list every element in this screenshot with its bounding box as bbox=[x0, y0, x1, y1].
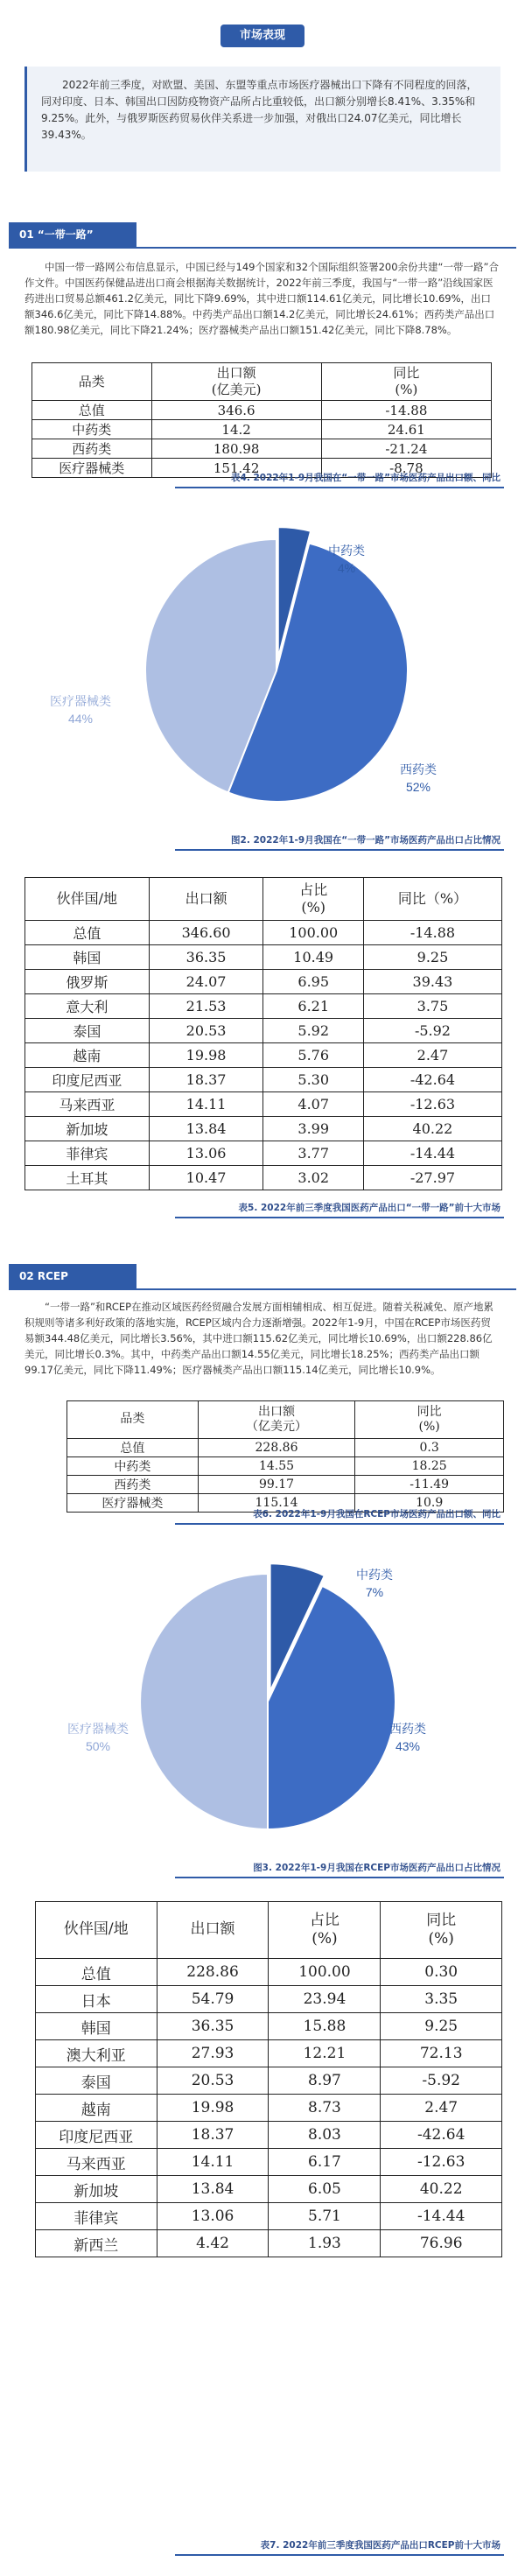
table-header-cell: 同比 (%) bbox=[321, 363, 491, 401]
table-header-cell: 同比（%） bbox=[363, 878, 501, 921]
table-cell: 总值 bbox=[32, 401, 152, 420]
table-cell: 3.77 bbox=[263, 1141, 363, 1166]
section-title-rcep: 02 RCEP bbox=[9, 1264, 136, 1288]
table-row bbox=[25, 970, 502, 994]
table-cell: -42.64 bbox=[381, 2122, 502, 2149]
table-cell: 印度尼西亚 bbox=[36, 2122, 158, 2149]
table-cell: 6.95 bbox=[263, 970, 363, 994]
table-row bbox=[32, 420, 492, 439]
table-header-cell: 伙伴国/地 bbox=[36, 1902, 158, 1959]
table-cell: 6.05 bbox=[269, 2176, 381, 2203]
table-cell: 72.13 bbox=[381, 2040, 502, 2067]
table-cell: 15.88 bbox=[269, 2013, 381, 2040]
table-row bbox=[32, 439, 492, 459]
table-cell: 10.9 bbox=[355, 1494, 504, 1513]
caption-underline bbox=[175, 1877, 504, 1878]
table-cell: 36.35 bbox=[149, 945, 263, 970]
pie-category-label: 医疗器械类 bbox=[67, 1722, 129, 1736]
table-cell: 总值 bbox=[25, 921, 150, 945]
table-cell: 18.25 bbox=[355, 1457, 504, 1476]
table-cell: 日本 bbox=[36, 1986, 158, 2013]
table-cell: 医疗器械类 bbox=[32, 459, 152, 478]
table-row bbox=[25, 945, 502, 970]
pie-chart-belt-road bbox=[0, 495, 525, 830]
table-cell: 346.6 bbox=[151, 401, 321, 420]
table-cell: 3.02 bbox=[263, 1166, 363, 1190]
table-cell: 13.84 bbox=[149, 1117, 263, 1141]
intro-box: 2022年前三季度，对欧盟、美国、东盟等重点市场医疗器械出口下降有不同程度的回落，同对印度、日本、韩国出口因防疫物资产品所占比重较低，出口额分别增长8.41%、3.35%和9.25%。此外，与俄罗斯医药贸易伙伴关系进一步加强，对俄出口24.07亿美元，同比增长39.43%。 bbox=[24, 67, 500, 172]
table-cell: 菲律宾 bbox=[36, 2203, 158, 2230]
table-cell: 6.17 bbox=[269, 2149, 381, 2176]
pie-percent-label: 43% bbox=[395, 1739, 421, 1753]
table-cell: 2.47 bbox=[363, 1043, 501, 1068]
table-cell: 13.06 bbox=[157, 2203, 269, 2230]
table-4-caption: 表4. 2022年1-9月我国在“一带一路”市场医药产品出口额、同比 bbox=[231, 473, 500, 483]
caption-underline bbox=[175, 1217, 504, 1218]
table-cell: 马来西亚 bbox=[36, 2149, 158, 2176]
table-row bbox=[36, 2095, 502, 2122]
table-cell: 韩国 bbox=[36, 2013, 158, 2040]
table-row bbox=[36, 1959, 502, 1986]
table-cell: 228.86 bbox=[157, 1959, 269, 1986]
table-row bbox=[67, 1476, 504, 1494]
table-row bbox=[25, 921, 502, 945]
table-cell: 100.00 bbox=[269, 1959, 381, 1986]
table-cell: 20.53 bbox=[149, 1019, 263, 1043]
section2-paragraph: “一带一路”和RCEP在推动区域医药经贸融合发展方面相辅相成、相互促进。随着关税减免、原产地累积规则等诸多利好政策的落地实施，RCEP区域内合力逐渐增强。2022年1-9月，中国在RCEP市场医药贸易额344.48亿美元，同比增长3.56%，其中进口额115.62亿美元，同比增长10.69%，出口额228.86亿美元，同比增长0.3%。其中，中药类产品出口额14.55亿美元，同比增长18.25%；西药类产品出口额99.17亿美元，同比下降11.49%；医疗器械类产品出口额115.14亿美元，同比增长10.9%。 bbox=[24, 1301, 494, 1376]
table-cell: 9.25 bbox=[363, 945, 501, 970]
table-cell: -5.92 bbox=[363, 1019, 501, 1043]
table-cell: 36.35 bbox=[157, 2013, 269, 2040]
section-divider bbox=[9, 1288, 516, 1290]
table-cell: 24.61 bbox=[321, 420, 491, 439]
table-cell: 5.92 bbox=[263, 1019, 363, 1043]
table-cell: 总值 bbox=[67, 1439, 199, 1457]
table-cell: 9.25 bbox=[381, 2013, 502, 2040]
table-cell: -27.97 bbox=[363, 1166, 501, 1190]
pie-category-label: 中药类 bbox=[328, 544, 365, 558]
table-cell: -12.63 bbox=[381, 2149, 502, 2176]
table-row bbox=[25, 1166, 502, 1190]
table-cell: 印度尼西亚 bbox=[25, 1068, 150, 1092]
table-row bbox=[36, 2040, 502, 2067]
table-cell: 23.94 bbox=[269, 1986, 381, 2013]
pie-percent-label: 4% bbox=[337, 561, 356, 575]
table-cell: 意大利 bbox=[25, 994, 150, 1019]
table-cell: 西药类 bbox=[67, 1476, 199, 1494]
table-cell: 14.11 bbox=[149, 1092, 263, 1117]
table-cell: 俄罗斯 bbox=[25, 970, 150, 994]
table-row bbox=[25, 1019, 502, 1043]
table-cell: 8.97 bbox=[269, 2067, 381, 2095]
table-cell: 越南 bbox=[25, 1043, 150, 1068]
table-header-cell: 占比 (%) bbox=[263, 878, 363, 921]
pie-category-label: 西药类 bbox=[400, 762, 437, 776]
table-header-cell: 伙伴国/地 bbox=[25, 878, 150, 921]
table-cell: 4.07 bbox=[263, 1092, 363, 1117]
table-cell: 180.98 bbox=[151, 439, 321, 459]
table-7 bbox=[35, 1901, 502, 2257]
pie-category-label: 医疗器械类 bbox=[50, 694, 111, 708]
table-cell: 3.75 bbox=[363, 994, 501, 1019]
table-header-cell: 出口额 bbox=[157, 1902, 269, 1959]
table-header-cell: 占比 (%) bbox=[269, 1902, 381, 1959]
table-6 bbox=[66, 1400, 504, 1513]
table-cell: 19.98 bbox=[157, 2095, 269, 2122]
table-cell: 100.00 bbox=[263, 921, 363, 945]
table-row bbox=[36, 2230, 502, 2257]
pie-slice bbox=[140, 1574, 268, 1829]
table-row bbox=[25, 1092, 502, 1117]
table-cell: 3.35 bbox=[381, 1986, 502, 2013]
table-cell: 13.84 bbox=[157, 2176, 269, 2203]
table-cell: 总值 bbox=[36, 1959, 158, 1986]
table-cell: -8.78 bbox=[321, 459, 491, 478]
table-cell: 泰国 bbox=[25, 1019, 150, 1043]
table-header-cell: 出口额 bbox=[149, 878, 263, 921]
table-cell: 115.14 bbox=[198, 1494, 355, 1513]
table-cell: 医疗器械类 bbox=[67, 1494, 199, 1513]
figure-2-caption: 图2. 2022年1-9月我国在“一带一路”市场医药产品出口占比情况 bbox=[231, 835, 500, 846]
table-cell: 13.06 bbox=[149, 1141, 263, 1166]
table-row bbox=[25, 1141, 502, 1166]
table-cell: 中药类 bbox=[32, 420, 152, 439]
table-cell: 20.53 bbox=[157, 2067, 269, 2095]
table-4 bbox=[32, 362, 492, 478]
table-cell: 21.53 bbox=[149, 994, 263, 1019]
table-6-caption: 表6. 2022年1-9月我国在RCEP市场医药产品出口额、同比 bbox=[253, 1509, 500, 1520]
table-row bbox=[36, 2067, 502, 2095]
table-cell: 99.17 bbox=[198, 1476, 355, 1494]
table-cell: 越南 bbox=[36, 2095, 158, 2122]
table-cell: 228.86 bbox=[198, 1439, 355, 1457]
table-cell: 39.43 bbox=[363, 970, 501, 994]
table-row bbox=[32, 401, 492, 420]
caption-underline bbox=[175, 1523, 504, 1525]
table-cell: 新加坡 bbox=[36, 2176, 158, 2203]
table-cell: 新加坡 bbox=[25, 1117, 150, 1141]
table-cell: 12.21 bbox=[269, 2040, 381, 2067]
table-header-cell: 同比 (%) bbox=[381, 1902, 502, 1959]
table-cell: 40.22 bbox=[381, 2176, 502, 2203]
table-5-caption: 表5. 2022年前三季度我国医药产品出口“一带一路”前十大市场 bbox=[238, 1203, 500, 1213]
table-cell: 0.30 bbox=[381, 1959, 502, 1986]
caption-underline bbox=[175, 487, 504, 488]
table-header-cell: 同比 (%) bbox=[355, 1401, 504, 1439]
table-cell: 76.96 bbox=[381, 2230, 502, 2257]
figure-3-caption: 图3. 2022年1-9月我国在RCEP市场医药产品出口占比情况 bbox=[253, 1863, 500, 1873]
table-cell: 西药类 bbox=[32, 439, 152, 459]
table-cell: 14.2 bbox=[151, 420, 321, 439]
table-header-cell: 品类 bbox=[67, 1401, 199, 1439]
section1-paragraph: 中国一带一路网公布信息显示，中国已经与149个国家和32个国际组织签署200余份共建“一带一路”合作文件。中国医药保健品进出口商会根据海关数据统计，2022年前三季度，我国与“一带一路”沿线国家医药进出口贸易总额461.2亿美元，同比下降9.69%，其中进口额114.61亿美元，同比增长10.69%，出口额346.6亿美元，同比下降14.88%。中药类产品出口额14.2亿美元，同比增长24.61%；西药类产品出口额180.98亿美元，同比下降21.24%；医疗器械类产品出口额151.42亿美元，同比下降8.78%。 bbox=[24, 261, 499, 336]
table-cell: 24.07 bbox=[149, 970, 263, 994]
table-row bbox=[36, 2013, 502, 2040]
caption-underline bbox=[175, 849, 504, 851]
table-cell: 8.03 bbox=[269, 2122, 381, 2149]
section-divider bbox=[9, 247, 516, 249]
table-cell: 澳大利亚 bbox=[36, 2040, 158, 2067]
table-cell: 0.3 bbox=[355, 1439, 504, 1457]
table-cell: 18.37 bbox=[149, 1068, 263, 1092]
table-cell: 10.49 bbox=[263, 945, 363, 970]
pie-percent-label: 52% bbox=[405, 780, 431, 794]
table-cell: -14.44 bbox=[363, 1141, 501, 1166]
pie-percent-label: 7% bbox=[365, 1585, 384, 1599]
table-row bbox=[25, 1043, 502, 1068]
table-cell: 韩国 bbox=[25, 945, 150, 970]
table-cell: 6.21 bbox=[263, 994, 363, 1019]
table-cell: 151.42 bbox=[151, 459, 321, 478]
table-cell: 泰国 bbox=[36, 2067, 158, 2095]
table-header-cell: 品类 bbox=[32, 363, 152, 401]
table-row bbox=[36, 2122, 502, 2149]
pie-category-label: 中药类 bbox=[356, 1568, 393, 1582]
table-cell: -14.88 bbox=[321, 401, 491, 420]
pie-chart-rcep bbox=[0, 1530, 525, 1856]
table-header-cell: 出口额 (亿美元) bbox=[151, 363, 321, 401]
table-row bbox=[25, 1068, 502, 1092]
table-cell: 土耳其 bbox=[25, 1166, 150, 1190]
table-cell: -5.92 bbox=[381, 2067, 502, 2095]
table-row bbox=[36, 1986, 502, 2013]
table-cell: 新西兰 bbox=[36, 2230, 158, 2257]
table-7-caption: 表7. 2022年前三季度我国医药产品出口RCEP前十大市场 bbox=[260, 2540, 500, 2551]
caption-underline bbox=[175, 2554, 504, 2556]
table-cell: 1.93 bbox=[269, 2230, 381, 2257]
table-cell: 5.76 bbox=[263, 1043, 363, 1068]
table-header-cell: 出口额 （亿美元） bbox=[198, 1401, 355, 1439]
pie-category-label: 西药类 bbox=[389, 1722, 426, 1736]
table-cell: 马来西亚 bbox=[25, 1092, 150, 1117]
table-row bbox=[36, 2176, 502, 2203]
table-row bbox=[36, 2203, 502, 2230]
section-title-belt-road: 01 “一带一路” bbox=[9, 222, 136, 247]
table-cell: 19.98 bbox=[149, 1043, 263, 1068]
table-cell: 27.93 bbox=[157, 2040, 269, 2067]
table-cell: 40.22 bbox=[363, 1117, 501, 1141]
table-cell: 346.60 bbox=[149, 921, 263, 945]
section-tag: 市场表现 bbox=[220, 25, 304, 47]
table-cell: -12.63 bbox=[363, 1092, 501, 1117]
table-row bbox=[67, 1457, 504, 1476]
table-cell: 10.47 bbox=[149, 1166, 263, 1190]
table-cell: 54.79 bbox=[157, 1986, 269, 2013]
table-cell: 8.73 bbox=[269, 2095, 381, 2122]
table-cell: 5.30 bbox=[263, 1068, 363, 1092]
pie-percent-label: 50% bbox=[85, 1739, 111, 1753]
table-cell: -14.88 bbox=[363, 921, 501, 945]
table-cell: -14.44 bbox=[381, 2203, 502, 2230]
table-row bbox=[25, 994, 502, 1019]
table-cell: -11.49 bbox=[355, 1476, 504, 1494]
table-cell: 14.11 bbox=[157, 2149, 269, 2176]
table-row bbox=[67, 1439, 504, 1457]
table-cell: 3.99 bbox=[263, 1117, 363, 1141]
table-cell: -21.24 bbox=[321, 439, 491, 459]
table-cell: 4.42 bbox=[157, 2230, 269, 2257]
table-cell: 中药类 bbox=[67, 1457, 199, 1476]
table-cell: -42.64 bbox=[363, 1068, 501, 1092]
table-5 bbox=[24, 877, 502, 1190]
table-cell: 18.37 bbox=[157, 2122, 269, 2149]
table-cell: 14.55 bbox=[198, 1457, 355, 1476]
table-cell: 菲律宾 bbox=[25, 1141, 150, 1166]
table-cell: 5.71 bbox=[269, 2203, 381, 2230]
pie-percent-label: 44% bbox=[67, 712, 94, 726]
table-row bbox=[36, 2149, 502, 2176]
table-row bbox=[25, 1117, 502, 1141]
table-cell: 2.47 bbox=[381, 2095, 502, 2122]
